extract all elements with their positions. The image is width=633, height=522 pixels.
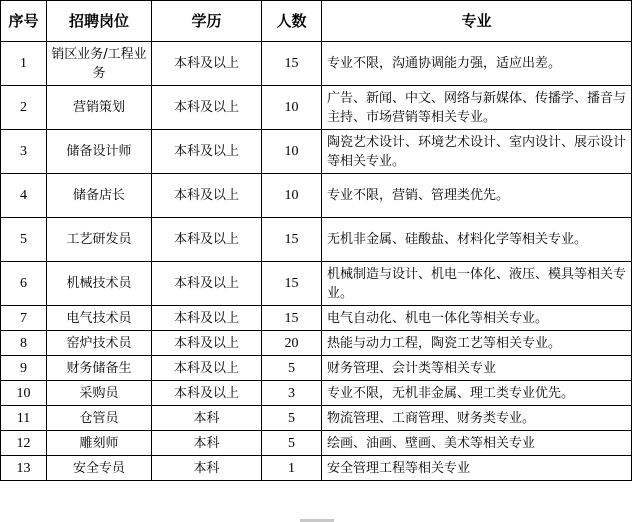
- row-no: 10: [1, 381, 47, 406]
- row-no: 7: [1, 306, 47, 331]
- row-education: 本科: [152, 431, 262, 456]
- row-count: 15: [262, 218, 322, 262]
- row-no: 1: [1, 42, 47, 86]
- table-row: [1, 456, 632, 481]
- row-education: 本科及以上: [152, 174, 262, 218]
- row-major: 财务管理、会计类等相关专业: [322, 356, 632, 381]
- table-row: [1, 306, 632, 331]
- row-no: 13: [1, 456, 47, 481]
- row-count: 5: [262, 406, 322, 431]
- row-position: 采购员: [47, 381, 152, 406]
- row-major: 机械制造与设计、机电一体化、液压、模具等相关专业。: [322, 262, 632, 306]
- row-major: 电气自动化、机电一体化等相关专业。: [322, 306, 632, 331]
- row-position: 工艺研发员: [47, 218, 152, 262]
- row-count: 10: [262, 86, 322, 130]
- row-position: 机械技术员: [47, 262, 152, 306]
- row-education: 本科: [152, 456, 262, 481]
- row-count: 10: [262, 174, 322, 218]
- header-row: [1, 1, 632, 42]
- row-major: 物流管理、工商管理、财务类专业。: [322, 406, 632, 431]
- table-row: [1, 262, 632, 306]
- row-position: 电气技术员: [47, 306, 152, 331]
- row-position: 销区业务/工程业务: [47, 42, 152, 86]
- row-position: 雕刻师: [47, 431, 152, 456]
- table-row: [1, 381, 632, 406]
- row-position: 安全专员: [47, 456, 152, 481]
- table-row: [1, 406, 632, 431]
- header-major: 专业: [322, 1, 632, 42]
- header-count: 人数: [262, 1, 322, 42]
- table-row: [1, 86, 632, 130]
- row-count: 15: [262, 262, 322, 306]
- row-education: 本科: [152, 406, 262, 431]
- row-education: 本科及以上: [152, 356, 262, 381]
- row-education: 本科及以上: [152, 86, 262, 130]
- row-no: 2: [1, 86, 47, 130]
- row-no: 6: [1, 262, 47, 306]
- row-no: 5: [1, 218, 47, 262]
- row-no: 11: [1, 406, 47, 431]
- table-row: [1, 42, 632, 86]
- header-position: 招聘岗位: [47, 1, 152, 42]
- row-major: 热能与动力工程，陶瓷工艺等相关专业。: [322, 331, 632, 356]
- row-no: 12: [1, 431, 47, 456]
- row-position: 储备设计师: [47, 130, 152, 174]
- row-education: 本科及以上: [152, 262, 262, 306]
- row-count: 20: [262, 331, 322, 356]
- table-row: [1, 218, 632, 262]
- header-no: 序号: [1, 1, 47, 42]
- row-education: 本科及以上: [152, 42, 262, 86]
- row-major: 绘画、油画、壁画、美术等相关专业: [322, 431, 632, 456]
- table-row: [1, 431, 632, 456]
- row-no: 8: [1, 331, 47, 356]
- row-no: 4: [1, 174, 47, 218]
- row-count: 15: [262, 306, 322, 331]
- row-position: 窑炉技术员: [47, 331, 152, 356]
- table-row: [1, 356, 632, 381]
- row-position: 营销策划: [47, 86, 152, 130]
- row-no: 9: [1, 356, 47, 381]
- row-major: 专业不限，无机非金属、理工类专业优先。: [322, 381, 632, 406]
- row-major: 专业不限，沟通协调能力强，适应出差。: [322, 42, 632, 86]
- row-position: 储备店长: [47, 174, 152, 218]
- row-count: 10: [262, 130, 322, 174]
- header-education: 学历: [152, 1, 262, 42]
- row-major: 专业不限，营销、管理类优先。: [322, 174, 632, 218]
- row-education: 本科及以上: [152, 306, 262, 331]
- row-count: 3: [262, 381, 322, 406]
- row-position: 仓管员: [47, 406, 152, 431]
- row-education: 本科及以上: [152, 130, 262, 174]
- row-education: 本科及以上: [152, 331, 262, 356]
- row-education: 本科及以上: [152, 381, 262, 406]
- row-major: 无机非金属、硅酸盐、材料化学等相关专业。: [322, 218, 632, 262]
- row-major: 安全管理工程等相关专业: [322, 456, 632, 481]
- row-count: 1: [262, 456, 322, 481]
- row-count: 5: [262, 356, 322, 381]
- row-count: 5: [262, 431, 322, 456]
- table-row: [1, 130, 632, 174]
- row-major: 广告、新闻、中文、网络与新媒体、传播学、播音与主持、市场营销等相关专业。: [322, 86, 632, 130]
- row-no: 3: [1, 130, 47, 174]
- row-count: 15: [262, 42, 322, 86]
- row-major: 陶瓷艺术设计、环境艺术设计、室内设计、展示设计等相关专业。: [322, 130, 632, 174]
- table-row: [1, 174, 632, 218]
- row-education: 本科及以上: [152, 218, 262, 262]
- table-row: [1, 331, 632, 356]
- row-position: 财务储备生: [47, 356, 152, 381]
